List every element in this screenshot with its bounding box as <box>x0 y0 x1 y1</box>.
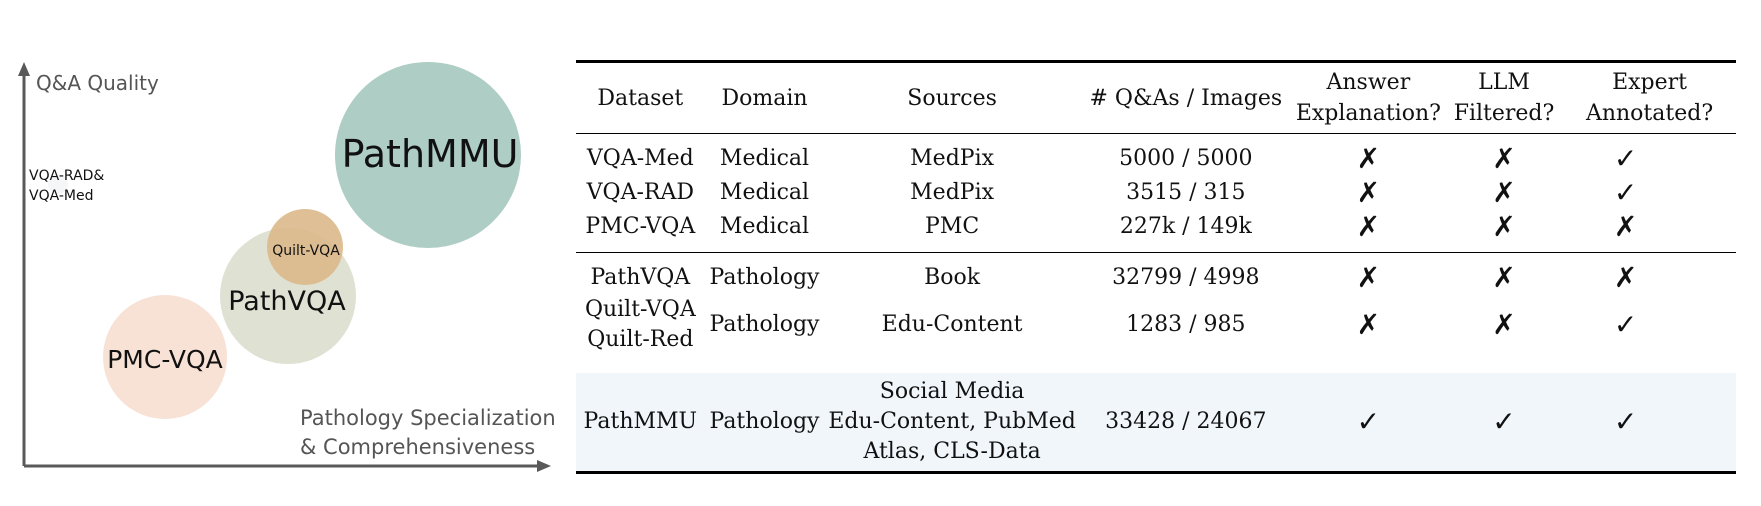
table-group-pathmmu <box>576 373 1736 473</box>
cell-dataset: PathMMU <box>583 409 698 434</box>
table-group-pathology <box>576 253 1736 374</box>
table-header-row <box>576 62 1736 134</box>
header-expert-annotated <box>1563 62 1736 134</box>
cell-domain: Medical <box>719 214 810 239</box>
cell-answer-mark: ✗ <box>1356 210 1381 243</box>
header-answer-line2: Explanation? <box>1295 101 1441 126</box>
cell-expert-mark: ✓ <box>1613 308 1638 341</box>
header-expert-line2: Annotated? <box>1585 101 1714 126</box>
cell-spacer <box>1688 176 1736 210</box>
header-answer-explanation <box>1292 62 1445 134</box>
cell-domain: Pathology <box>709 265 820 290</box>
bubble-label-pmcvqa: PMC-VQA <box>107 345 223 374</box>
cell-sources-line2: Edu-Content, PubMed <box>828 409 1076 434</box>
header-domain: Domain <box>721 85 808 111</box>
cell-spacer <box>1688 295 1736 373</box>
cell-sources: MedPix <box>910 146 995 171</box>
cell-llm-mark: ✓ <box>1492 405 1516 438</box>
cell-expert-mark: ✗ <box>1613 210 1638 243</box>
table-row <box>576 134 1736 177</box>
bubble-label-pathmmu: PathMMU <box>341 132 519 176</box>
cell-qas: 32799 / 4998 <box>1112 265 1260 290</box>
header-llm-line1: LLM <box>1478 70 1530 95</box>
cell-answer-mark: ✗ <box>1356 308 1381 341</box>
cell-dataset: VQA-RAD <box>586 180 694 205</box>
x-axis-label-line1: Pathology Specialization <box>300 406 556 430</box>
header-llm-filtered <box>1445 62 1563 134</box>
cell-llm-mark: ✗ <box>1492 176 1516 209</box>
table-row <box>576 176 1736 210</box>
cell-llm-mark: ✗ <box>1492 308 1516 341</box>
cell-dataset <box>576 295 705 373</box>
cell-domain: Pathology <box>709 409 820 434</box>
header-dataset: Dataset <box>597 85 684 111</box>
cell-dataset-line2: Quilt-Red <box>587 327 694 352</box>
header-answer-line1: Answer <box>1326 70 1411 95</box>
cell-qas: 5000 / 5000 <box>1119 146 1253 171</box>
header-expert-line1: Expert <box>1612 70 1688 95</box>
header-llm-line2: Filtered? <box>1453 101 1555 126</box>
cell-expert-mark: ✓ <box>1613 176 1638 209</box>
cell-llm-mark: ✗ <box>1492 261 1516 294</box>
bubble-label-quiltvqa: Quilt-VQA <box>272 243 340 259</box>
table-row <box>576 253 1736 296</box>
cell-domain: Medical <box>719 180 810 205</box>
cell-sources: Edu-Content <box>881 312 1023 337</box>
cell-sources-line3: Atlas, CLS-Data <box>863 439 1041 464</box>
y-axis-label: Q&A Quality <box>36 71 159 95</box>
bubble-label-pathvqa: PathVQA <box>228 286 346 317</box>
cell-dataset: PathVQA <box>590 265 691 290</box>
header-sources: Sources <box>907 85 997 111</box>
table-group-medical <box>576 134 1736 253</box>
cell-dataset: VQA-Med <box>586 146 694 171</box>
cell-answer-mark: ✗ <box>1356 261 1381 294</box>
cell-dataset: PMC-VQA <box>585 214 696 239</box>
cell-answer-mark: ✓ <box>1356 405 1381 438</box>
table-row <box>576 295 1736 373</box>
cell-sources: Book <box>924 265 981 290</box>
cell-expert-mark: ✓ <box>1613 405 1638 438</box>
header-qas: # Q&As / Images <box>1089 85 1283 111</box>
table-row-highlighted <box>576 373 1736 473</box>
cell-llm-mark: ✗ <box>1492 210 1516 243</box>
cell-sources-line1: Social Media <box>879 379 1025 404</box>
bubble-figure <box>0 0 560 506</box>
cell-dataset-line1: Quilt-VQA <box>584 297 696 322</box>
bubble-label-vqarad-line1: VQA-RAD& <box>29 168 105 184</box>
x-axis-label-line2: & Comprehensiveness <box>300 435 536 459</box>
y-axis-arrow <box>18 62 30 76</box>
cell-qas: 33428 / 24067 <box>1105 409 1267 434</box>
cell-spacer <box>1688 253 1736 296</box>
table-row <box>576 210 1736 253</box>
cell-spacer <box>1688 210 1736 253</box>
x-axis-arrow <box>537 460 551 472</box>
cell-qas: 3515 / 315 <box>1126 180 1246 205</box>
comparison-table <box>576 60 1736 474</box>
cell-sources <box>824 373 1080 473</box>
comparison-table-panel <box>576 60 1736 474</box>
cell-qas: 1283 / 985 <box>1126 312 1246 337</box>
cell-spacer <box>1688 134 1736 177</box>
cell-answer-mark: ✗ <box>1356 142 1381 175</box>
cell-qas: 227k / 149k <box>1119 214 1252 239</box>
bubble-label-vqarad-line2: VQA-Med <box>29 188 94 204</box>
cell-domain: Medical <box>719 146 810 171</box>
cell-sources: MedPix <box>910 180 995 205</box>
cell-spacer <box>1688 373 1736 473</box>
cell-expert-mark: ✗ <box>1613 261 1638 294</box>
bubble-figure-svg <box>0 0 560 506</box>
cell-sources: PMC <box>925 214 980 239</box>
cell-llm-mark: ✗ <box>1492 142 1516 175</box>
cell-expert-mark: ✓ <box>1613 142 1638 175</box>
cell-domain: Pathology <box>709 312 820 337</box>
cell-answer-mark: ✗ <box>1356 176 1381 209</box>
